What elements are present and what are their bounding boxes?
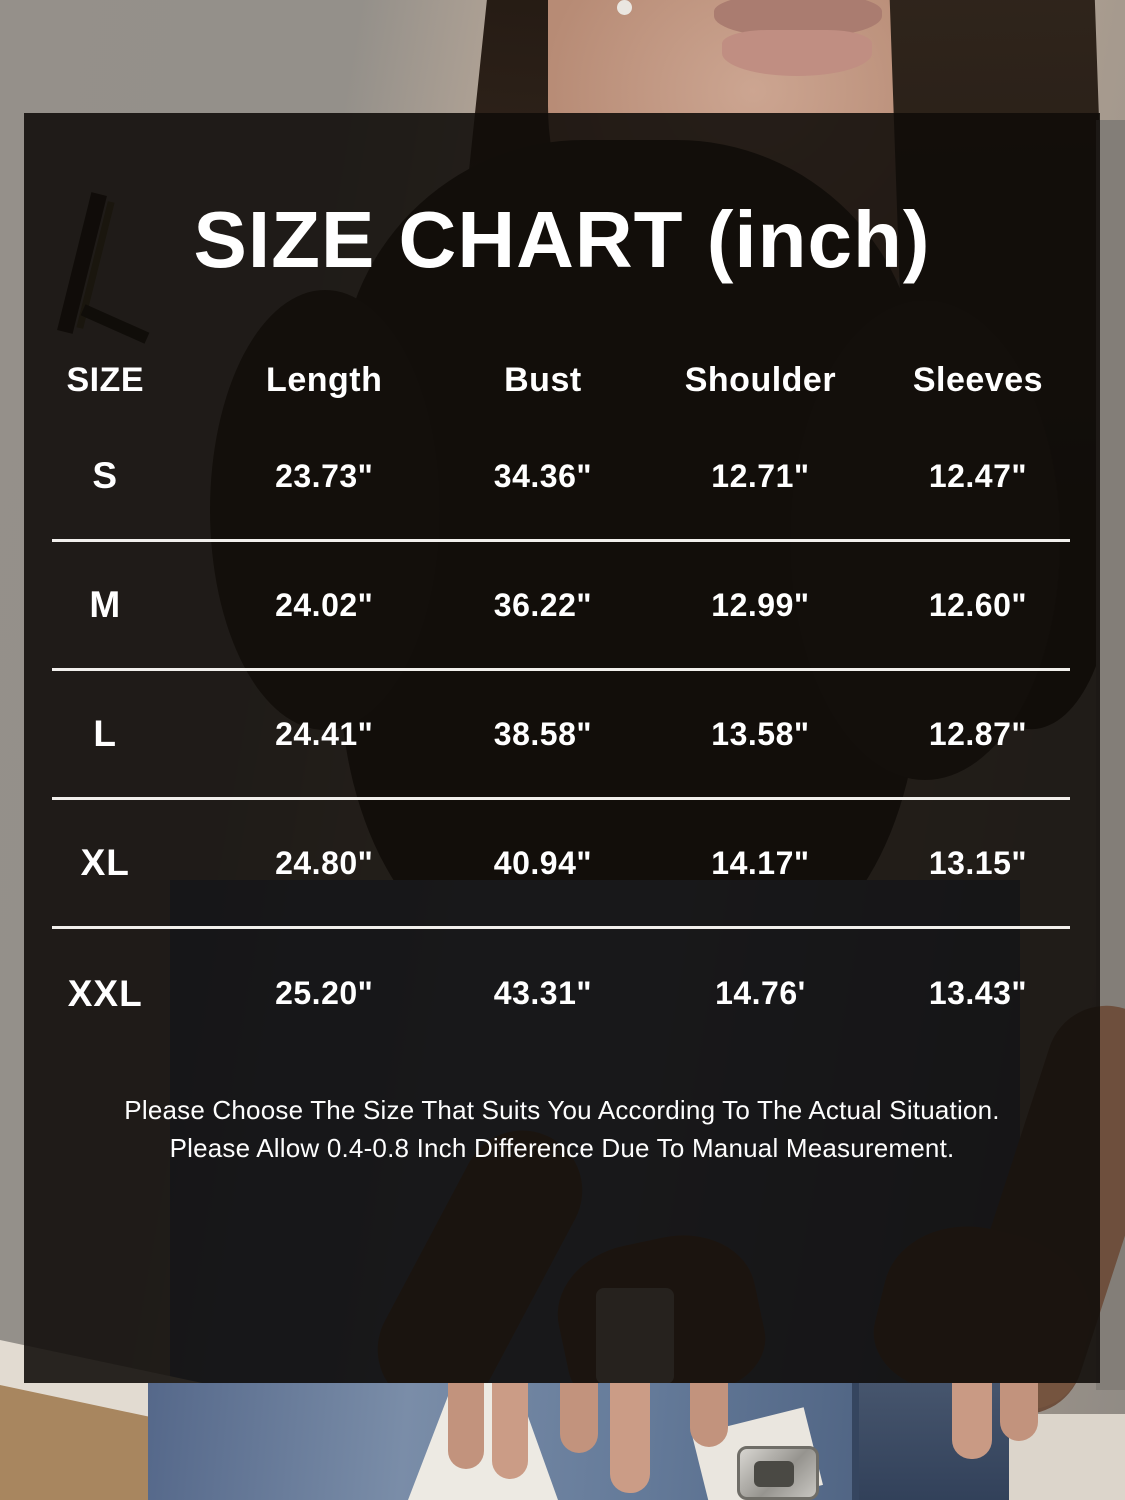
size-label: XXL xyxy=(67,972,143,1014)
size-label: M xyxy=(89,584,122,625)
size-row-s xyxy=(52,413,1070,542)
length-value: 23.73" xyxy=(275,457,374,494)
column-header-size: SIZE xyxy=(66,360,145,399)
sleeves-value: 13.43" xyxy=(928,975,1028,1011)
size-row-m xyxy=(52,542,1070,671)
finger xyxy=(952,1383,992,1459)
note-line-2: Please Allow 0.4-0.8 Inch Difference Due To Manual Measurement. xyxy=(169,1133,955,1163)
shoulder-value: 14.17" xyxy=(711,844,810,881)
model-lower-lip xyxy=(722,30,872,76)
bust-value: 38.58" xyxy=(493,715,593,752)
size-label: S xyxy=(92,455,119,496)
sleeves-value: 12.47" xyxy=(928,457,1028,494)
bust-value: 43.31" xyxy=(493,975,593,1011)
sleeves-value: 13.15" xyxy=(928,844,1028,881)
finger xyxy=(610,1383,650,1493)
bust-value: 34.36" xyxy=(493,457,593,494)
jeans-seam xyxy=(852,1383,859,1500)
length-value: 24.02" xyxy=(275,586,374,623)
size-row-xl xyxy=(52,800,1070,929)
column-header-bust: Bust xyxy=(504,360,582,399)
shoulder-value: 14.76' xyxy=(715,975,806,1011)
size-chart-panel xyxy=(24,113,1100,1383)
table-header-row xyxy=(52,355,1070,405)
length-value: 25.20" xyxy=(275,975,374,1011)
finger xyxy=(560,1383,598,1453)
note-line-1: Please Choose The Size That Suits You According To The Actual Situation. xyxy=(124,1095,1000,1125)
bag-clasp xyxy=(737,1446,819,1500)
shoulder-value: 13.58" xyxy=(711,715,810,752)
size-table-body xyxy=(52,413,1070,1058)
finger xyxy=(448,1383,484,1469)
length-value: 24.80" xyxy=(275,844,374,881)
size-row-l xyxy=(52,671,1070,800)
size-chart-title: SIZE CHART (inch) xyxy=(193,195,931,284)
size-label: XL xyxy=(80,842,130,883)
shoulder-value: 12.99" xyxy=(711,586,810,623)
column-header-shoulder: Shoulder xyxy=(684,360,837,399)
size-row-xxl xyxy=(52,929,1070,1058)
sleeves-value: 12.60" xyxy=(928,586,1028,623)
bust-value: 40.94" xyxy=(493,844,593,881)
column-header-length: Length xyxy=(266,360,383,399)
size-label: L xyxy=(93,713,118,754)
column-header-sleeves: Sleeves xyxy=(912,360,1044,399)
bust-value: 36.22" xyxy=(493,586,593,623)
measurement-notes xyxy=(24,1091,1100,1167)
bag-clasp-hole xyxy=(754,1461,794,1487)
shoulder-value: 12.71" xyxy=(711,457,810,494)
finger xyxy=(492,1383,528,1479)
sleeves-value: 12.87" xyxy=(928,715,1028,752)
finger xyxy=(1000,1383,1038,1441)
earring xyxy=(617,0,632,15)
length-value: 24.41" xyxy=(275,715,374,752)
finger xyxy=(690,1383,728,1447)
